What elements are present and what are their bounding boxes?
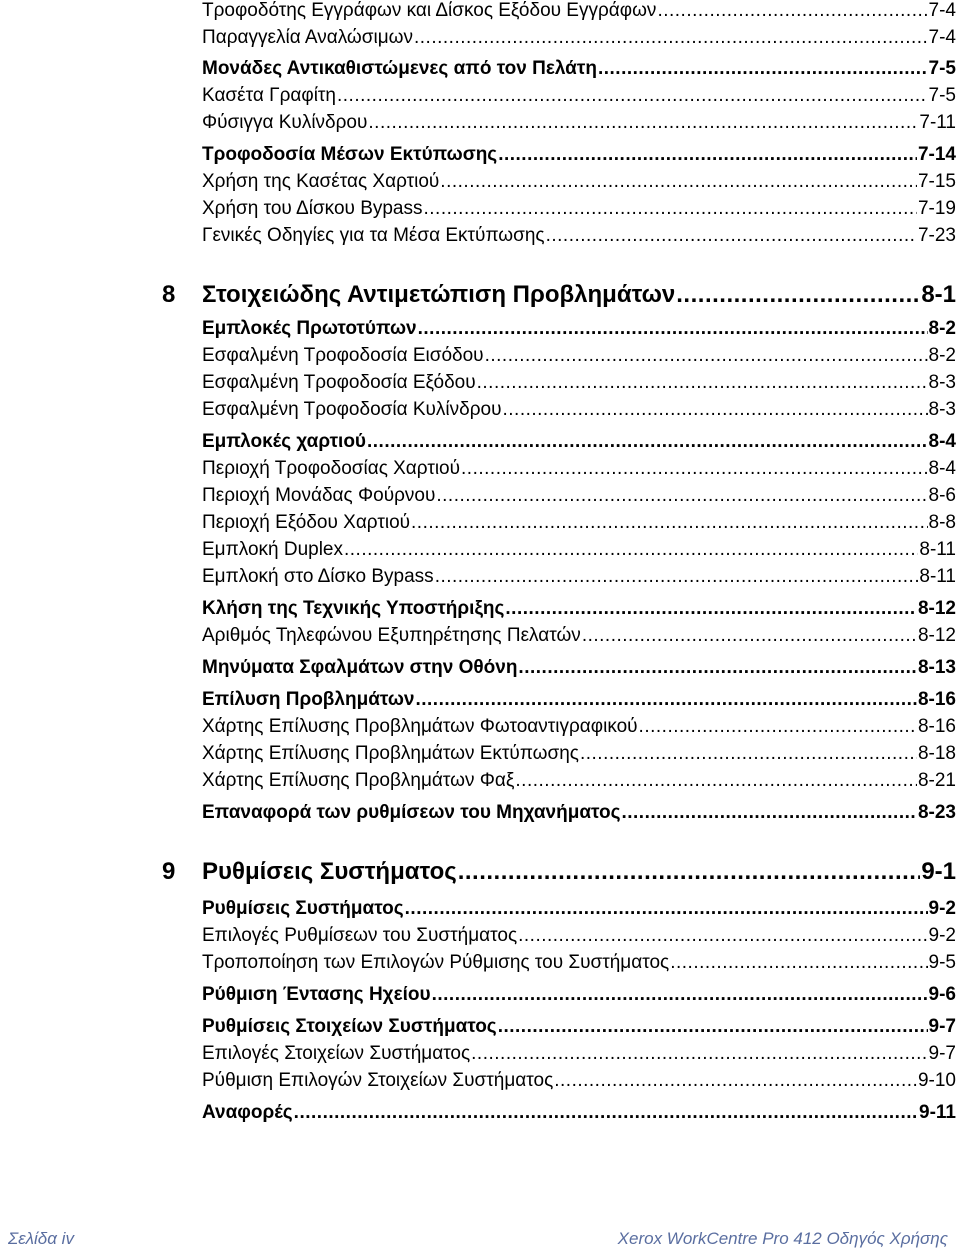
dot-leader	[518, 925, 927, 947]
toc-entry-page: 8-16	[917, 689, 956, 710]
toc-entry[interactable]	[202, 485, 956, 507]
toc-entry-title: Τροφοδότης Εγγράφων και Δίσκος Εξόδου Εγγράφων	[202, 0, 657, 21]
toc-entry-page: 8-21	[917, 770, 956, 791]
toc-entry-title: Εμπλοκές χαρτιού	[202, 431, 366, 452]
toc-entry-title: Ρύθμιση Έντασης Ηχείου	[202, 984, 431, 1005]
toc-entry-page: 9-6	[928, 984, 956, 1005]
toc-entry-title: Χάρτης Επίλυσης Προβλημάτων Εκτύπωσης	[202, 743, 579, 764]
toc-entry-title: Εμπλοκή στο Δίσκο Bypass	[202, 566, 434, 587]
dot-leader	[418, 318, 928, 340]
toc-entry-title: Τροποποίηση των Επιλογών Ρύθμισης του Συστήματος	[202, 952, 670, 973]
dot-leader	[498, 1016, 928, 1038]
dot-leader	[337, 85, 928, 107]
toc-entry[interactable]	[202, 112, 956, 134]
dot-leader	[435, 566, 919, 588]
toc-entry-title: Μηνύματα Σφαλμάτων στην Οθόνη	[202, 657, 518, 678]
toc-chapter-entry[interactable]	[202, 281, 956, 309]
toc-entry-page: 9-1	[921, 858, 956, 885]
toc-entry[interactable]	[202, 85, 956, 107]
toc-entry[interactable]	[202, 539, 956, 561]
dot-leader	[415, 689, 917, 711]
toc-entry-title: Εμπλοκή Duplex	[202, 539, 343, 560]
toc-entry[interactable]	[202, 399, 956, 421]
toc-entry-page: 7-14	[917, 144, 956, 165]
dot-leader	[461, 458, 928, 480]
dot-leader	[368, 112, 918, 134]
dot-leader	[580, 743, 917, 765]
dot-leader	[294, 1102, 918, 1124]
toc-entry[interactable]	[202, 318, 956, 340]
toc-entry-title: Ρυθμίσεις Συστήματος	[202, 898, 404, 919]
toc-entry[interactable]	[202, 27, 956, 49]
dot-leader	[546, 225, 917, 247]
dot-leader	[344, 539, 918, 561]
chapter-number: 9	[162, 858, 176, 885]
toc-entry-page: 7-11	[919, 112, 956, 133]
dot-leader	[639, 716, 917, 738]
toc-entry-page: 8-4	[928, 431, 956, 452]
toc-entry[interactable]	[202, 225, 956, 247]
toc-entry-title: Περιοχή Μονάδας Φούρνου	[202, 485, 436, 506]
dot-leader	[670, 952, 927, 974]
toc-entry-page: 7-15	[917, 171, 956, 192]
toc-entry-title: Χάρτης Επίλυσης Προβλημάτων Φαξ	[202, 770, 515, 791]
toc-entry[interactable]	[202, 770, 956, 792]
toc-entry[interactable]	[202, 58, 956, 80]
toc-entry-page: 8-1	[921, 281, 956, 308]
dot-leader	[471, 1043, 927, 1065]
toc-entry-page: 8-2	[928, 345, 956, 366]
toc-entry-title: Αριθμός Τηλεφώνου Εξυπηρέτησης Πελατών	[202, 625, 581, 646]
dot-leader	[515, 770, 917, 792]
toc-entry[interactable]	[202, 625, 956, 647]
dot-leader	[498, 144, 917, 166]
toc-entry[interactable]	[202, 657, 956, 679]
toc-entry-title: Ρυθμίσεις Συστήματος	[202, 858, 457, 885]
toc-entry-page: 9-2	[928, 925, 956, 946]
dot-leader	[485, 345, 928, 367]
toc-chapter-entry[interactable]	[202, 858, 956, 886]
toc-entry[interactable]	[202, 1043, 956, 1065]
toc-entry-page: 7-19	[917, 198, 956, 219]
toc-entry-page: 7-23	[917, 225, 956, 246]
dot-leader	[477, 372, 928, 394]
dot-leader	[411, 512, 928, 534]
dot-leader	[505, 598, 917, 620]
toc-entry-page: 8-3	[928, 372, 956, 393]
dot-leader	[414, 27, 928, 49]
toc-entry-page: 8-11	[919, 566, 956, 587]
toc-entry-title: Κλήση της Τεχνικής Υποστήριξης	[202, 598, 505, 619]
dot-leader	[424, 198, 917, 220]
toc-entry-title: Κασέτα Γραφίτη	[202, 85, 336, 106]
toc-entry-page: 7-5	[928, 58, 956, 79]
toc-entry-title: Ρυθμίσεις Στοιχείων Συστήματος	[202, 1016, 497, 1037]
toc-entry-page: 8-16	[917, 716, 956, 737]
toc-entry[interactable]	[202, 984, 956, 1006]
toc-entry-title: Παραγγελία Αναλώσιμων	[202, 27, 413, 48]
dot-leader	[582, 625, 917, 647]
toc-entry[interactable]	[202, 689, 956, 711]
toc-entry[interactable]	[202, 171, 956, 193]
toc-entry[interactable]	[202, 198, 956, 220]
toc-entry-title: Επιλογές Ρυθμίσεων του Συστήματος	[202, 925, 518, 946]
toc-entry-title: Χρήση του Δίσκου Bypass	[202, 198, 423, 219]
dot-leader	[432, 984, 928, 1006]
toc-entry-page: 9-7	[928, 1016, 956, 1037]
toc-entry[interactable]	[202, 716, 956, 738]
toc-entry[interactable]	[202, 598, 956, 620]
toc-entry-title: Εμπλοκές Πρωτοτύπων	[202, 318, 417, 339]
dot-leader	[440, 171, 917, 193]
footer-page-label: Σελίδα iv	[8, 1229, 74, 1248]
toc-entry-page: 7-4	[928, 0, 956, 21]
dot-leader	[676, 281, 920, 309]
toc-entry[interactable]	[202, 925, 956, 947]
toc-entry[interactable]	[202, 802, 956, 824]
toc-entry-page: 9-10	[917, 1070, 956, 1091]
dot-leader	[657, 0, 927, 22]
toc-entry[interactable]	[202, 1102, 956, 1124]
dot-leader	[598, 58, 928, 80]
toc-entry-page: 8-8	[928, 512, 956, 533]
dot-leader	[367, 431, 928, 453]
toc-entry-page: 8-12	[917, 598, 956, 619]
toc-entry[interactable]	[202, 898, 956, 920]
toc-entry-page: 7-4	[928, 27, 956, 48]
toc-entry-page: 9-11	[919, 1102, 956, 1123]
toc-entry[interactable]	[202, 1016, 956, 1038]
toc-entry[interactable]	[202, 431, 956, 453]
dot-leader	[554, 1070, 917, 1092]
dot-leader	[405, 898, 928, 920]
toc-entry-title: Επιλογές Στοιχείων Συστήματος	[202, 1043, 471, 1064]
toc-entry-page: 8-3	[928, 399, 956, 420]
toc-entry-page: 9-7	[928, 1043, 956, 1064]
toc-entry[interactable]	[202, 0, 956, 22]
toc-entry-title: Αναφορές	[202, 1102, 293, 1123]
toc-entry[interactable]	[202, 952, 956, 974]
toc-entry-title: Ρύθμιση Επιλογών Στοιχείων Συστήματος	[202, 1070, 554, 1091]
toc-entry-title: Εσφαλμένη Τροφοδοσία Εισόδου	[202, 345, 484, 366]
toc-entry-page: 8-18	[917, 743, 956, 764]
toc-entry-title: Φύσιγγα Κυλίνδρου	[202, 112, 368, 133]
toc-entry[interactable]	[202, 512, 956, 534]
toc-entry-title: Τροφοδοσία Μέσων Εκτύπωσης	[202, 144, 498, 165]
toc-entry[interactable]	[202, 372, 956, 394]
toc-entry[interactable]	[202, 144, 956, 166]
footer-document-title: Xerox WorkCentre Pro 412 Οδηγός Χρήσης	[617, 1229, 948, 1248]
toc-entry-page: 8-6	[928, 485, 956, 506]
toc-entry[interactable]	[202, 458, 956, 480]
toc-entry-page: 8-12	[917, 625, 956, 646]
toc-entry-title: Εσφαλμένη Τροφοδοσία Εξόδου	[202, 372, 476, 393]
toc-entry-page: 8-2	[928, 318, 956, 339]
toc-entry-page: 8-11	[919, 539, 956, 560]
toc-entry-title: Επαναφορά των ρυθμίσεων του Μηχανήματος	[202, 802, 621, 823]
toc-entry-page: 8-23	[917, 802, 956, 823]
toc-entry[interactable]	[202, 1070, 956, 1092]
toc-entry-page: 9-2	[928, 898, 956, 919]
dot-leader	[458, 858, 921, 886]
toc-entry-title: Εσφαλμένη Τροφοδοσία Κυλίνδρου	[202, 399, 502, 420]
toc-entry-title: Χρήση της Κασέτας Χαρτιού	[202, 171, 440, 192]
toc-entry-title: Περιοχή Εξόδου Χαρτιού	[202, 512, 411, 533]
chapter-number: 8	[162, 281, 176, 308]
toc-entry-title: Χάρτης Επίλυσης Προβλημάτων Φωτοαντιγραφικού	[202, 716, 638, 737]
dot-leader	[502, 399, 927, 421]
dot-leader	[518, 657, 917, 679]
toc-entry-page: 8-13	[917, 657, 956, 678]
dot-leader	[436, 485, 927, 507]
toc-entry[interactable]	[202, 743, 956, 765]
toc-entry-page: 7-5	[928, 85, 956, 106]
toc-entry-title: Στοιχειώδης Αντιμετώπιση Προβλημάτων	[202, 281, 676, 308]
toc-entry-page: 8-4	[928, 458, 956, 479]
toc-entry-page: 9-5	[928, 952, 956, 973]
dot-leader	[621, 802, 917, 824]
toc-entry-title: Μονάδες Αντικαθιστώμενες από τον Πελάτη	[202, 58, 597, 79]
toc-entry-title: Περιοχή Τροφοδοσίας Χαρτιού	[202, 458, 461, 479]
toc-entry[interactable]	[202, 345, 956, 367]
toc-entry-title: Γενικές Οδηγίες για τα Μέσα Εκτύπωσης	[202, 225, 545, 246]
toc-entry-title: Επίλυση Προβλημάτων	[202, 689, 415, 710]
toc-entry[interactable]	[202, 566, 956, 588]
